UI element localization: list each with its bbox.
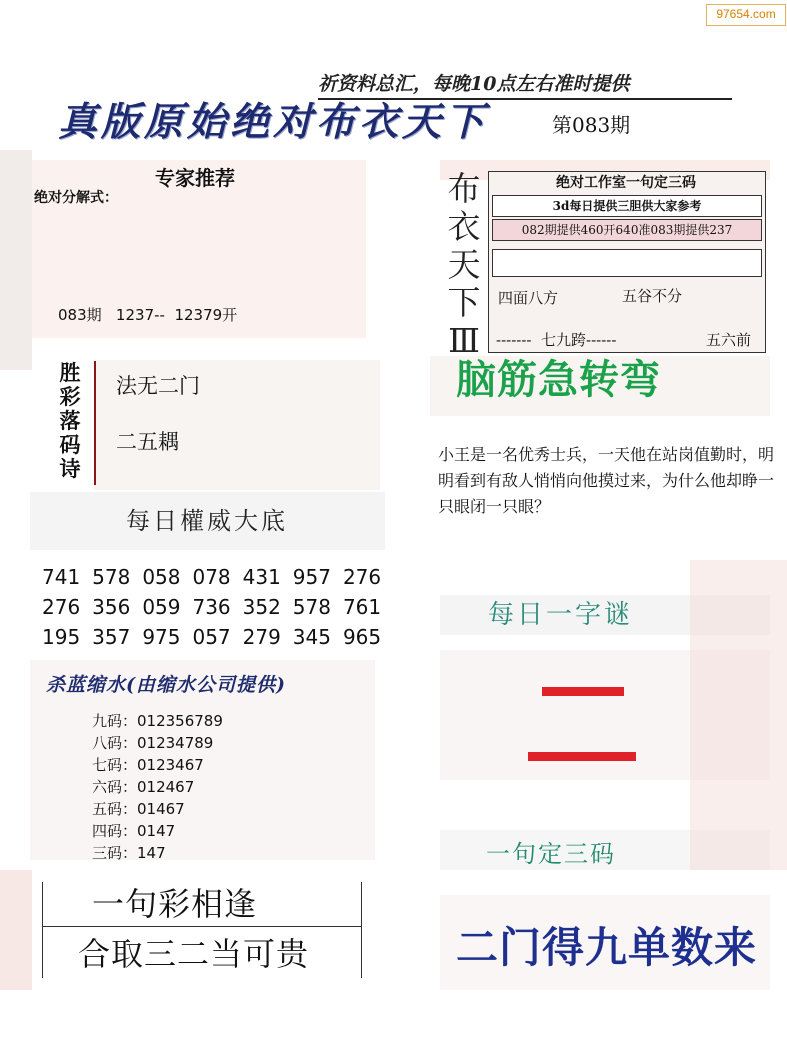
three-code-title: 一句定三码 bbox=[486, 840, 616, 868]
poem-title-char: 落 bbox=[59, 409, 81, 433]
poem-title-char: 胜 bbox=[59, 361, 81, 385]
bg-decoration bbox=[0, 870, 32, 990]
vertical-title-char: 天 bbox=[447, 245, 481, 284]
number-cell: 279 bbox=[242, 625, 281, 649]
number-cell: 741 bbox=[42, 565, 81, 589]
char-riddle-title: 每日一字谜 bbox=[488, 600, 634, 630]
poem-title-char: 诗 bbox=[59, 457, 81, 481]
list-item: 八码：01234789 bbox=[92, 734, 214, 752]
number-cell: 356 bbox=[92, 595, 131, 619]
char-riddle-answer bbox=[528, 660, 640, 770]
watermark-site-link[interactable]: 97654.com bbox=[706, 4, 786, 26]
number-cell: 276 bbox=[42, 595, 81, 619]
list-item: 三码：147 bbox=[92, 844, 166, 862]
shrink-section-title: 杀蓝缩水(由缩水公司提供) bbox=[46, 674, 286, 696]
three-code-text: 二门得九单数来 bbox=[456, 923, 758, 972]
number-cell: 431 bbox=[242, 565, 281, 589]
studio-vertical-title bbox=[442, 169, 486, 360]
couplet-line: 一句彩相逢 bbox=[92, 885, 258, 923]
daily-numbers-title: 每日權威大底 bbox=[126, 507, 288, 535]
number-cell: 965 bbox=[342, 625, 382, 649]
number-row bbox=[42, 622, 387, 652]
vertical-title-char: 下 bbox=[447, 283, 481, 322]
studio-hint: ------- 七九跨------ bbox=[496, 331, 617, 349]
list-item: 四码：0147 bbox=[92, 822, 176, 840]
number-cell: 761 bbox=[342, 595, 382, 619]
number-cell: 195 bbox=[42, 625, 81, 649]
poem-line: 二五耦 bbox=[116, 430, 179, 454]
list-item: 七码：0123467 bbox=[92, 756, 204, 774]
number-cell: 957 bbox=[292, 565, 331, 589]
number-cell: 276 bbox=[342, 565, 382, 589]
number-cell: 975 bbox=[142, 625, 181, 649]
vertical-title-char: Ⅲ bbox=[448, 321, 480, 360]
studio-row: 3d每日提供三胆供大家参考 bbox=[492, 195, 762, 217]
list-item: 九码：012356789 bbox=[92, 712, 223, 730]
couplet-line: 合取三二当可贵 bbox=[78, 935, 310, 973]
poem-title-char: 码 bbox=[59, 433, 81, 457]
vertical-title-char: 布 bbox=[447, 169, 481, 208]
divider bbox=[42, 926, 362, 927]
number-cell: 057 bbox=[192, 625, 231, 649]
studio-row: 082期提供460开640准083期提供237 bbox=[492, 219, 762, 241]
number-cell: 078 bbox=[192, 565, 231, 589]
issue-number: 第083期 bbox=[552, 113, 631, 137]
studio-row-faded bbox=[492, 249, 762, 277]
number-cell: 578 bbox=[292, 595, 331, 619]
bg-decoration bbox=[690, 560, 787, 870]
studio-hint: 五六前 bbox=[706, 331, 752, 349]
stroke-bottom bbox=[528, 752, 636, 761]
bg-decoration bbox=[0, 150, 32, 370]
number-cell: 578 bbox=[92, 565, 131, 589]
list-item: 五码：01467 bbox=[92, 800, 185, 818]
formula-label: 绝对分解式： bbox=[34, 190, 118, 206]
brain-teaser-text: 小王是一名优秀士兵，一天他在站岗值勤时，明明看到有敌人悄悄向他摸过来，为什么他却睁一只眼闭一只眼？ bbox=[438, 445, 775, 516]
expert-result: 083期 1237-- 12379开 bbox=[58, 306, 238, 324]
top-note: 祈资料总汇，每晚10点左右准时提供 bbox=[318, 70, 732, 100]
char-riddle-answer-text bbox=[528, 660, 529, 661]
studio-title: 绝对工作室一句定三码 bbox=[556, 175, 696, 191]
expert-section-title: 专家推荐 bbox=[155, 166, 235, 190]
poem-title-char: 彩 bbox=[59, 385, 81, 409]
brain-teaser-title: 脑筋急转弯 bbox=[456, 357, 661, 403]
number-cell: 357 bbox=[92, 625, 131, 649]
number-row bbox=[42, 562, 387, 592]
poem-vertical-title bbox=[46, 361, 96, 485]
shrink-list bbox=[92, 710, 223, 864]
number-cell: 352 bbox=[242, 595, 281, 619]
vertical-title-char: 衣 bbox=[447, 207, 481, 246]
number-row bbox=[42, 592, 387, 622]
number-cell: 736 bbox=[192, 595, 231, 619]
number-cell: 058 bbox=[142, 565, 181, 589]
studio-hint: 五谷不分 bbox=[622, 287, 683, 305]
daily-numbers-grid bbox=[42, 562, 387, 652]
number-cell: 059 bbox=[142, 595, 181, 619]
poem-line: 法无二门 bbox=[116, 374, 200, 398]
number-cell: 345 bbox=[292, 625, 331, 649]
stroke-top bbox=[542, 687, 624, 696]
list-item: 六码：012467 bbox=[92, 778, 195, 796]
page-title: 真版原始绝对布衣天下 bbox=[58, 99, 489, 145]
studio-hint: 四面八方 bbox=[498, 289, 559, 307]
